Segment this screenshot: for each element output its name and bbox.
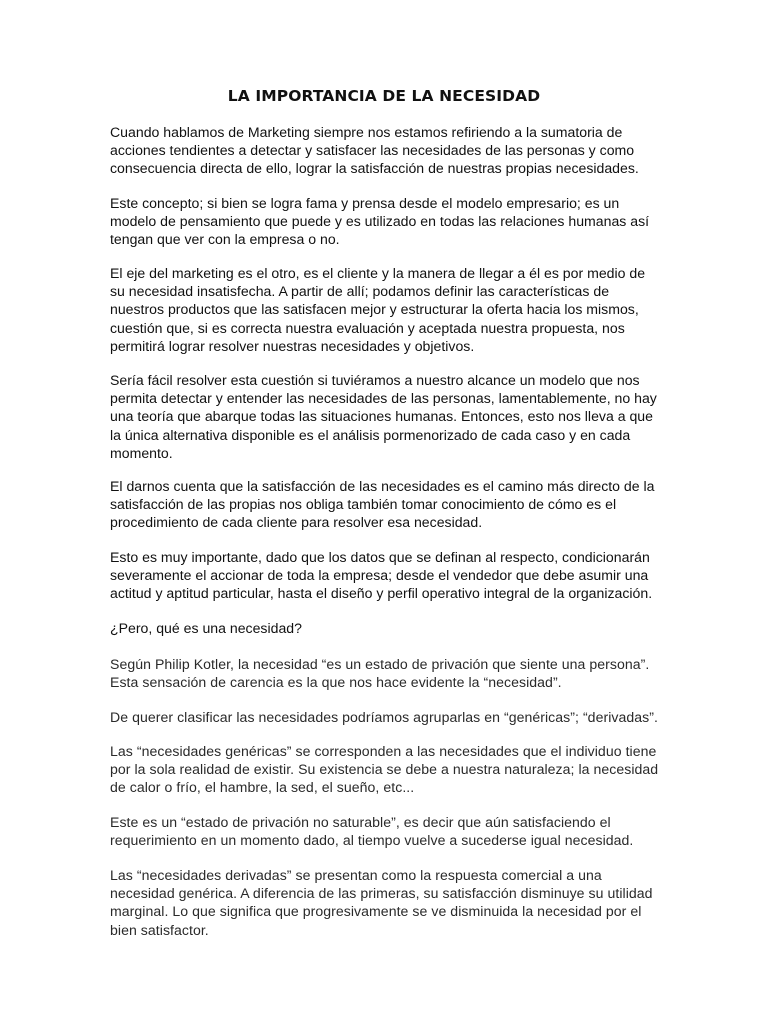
- paragraph: Las “necesidades derivadas” se presentan como la respuesta comercial a una necesidad genérica. A diferencia de las primeras, su satisfacción disminuye su utilidad marginal. Lo que significa que progresivamente se ve disminuida la necesidad por el bien satisfactor.: [110, 867, 653, 938]
- paragraph: De querer clasificar las necesidades podríamos agruparlas en “genéricas”; “derivadas”.: [110, 709, 658, 725]
- paragraph: Según Philip Kotler, la necesidad “es un estado de privación que siente una persona”. Esta sensación de carencia es la que nos hace evidente la “necesidad”.: [110, 656, 650, 691]
- paragraph: El darnos cuenta que la satisfacción de las necesidades es el camino más directo de la satisfacción de las propias nos obliga también tomar conocimiento de cómo es el procedimiento de cada cliente para resolver esa necesidad.: [110, 478, 655, 531]
- paragraph: Sería fácil resolver esta cuestión si tuviéramos a nuestro alcance un modelo que nos permita detectar y entender las necesidades de las personas, lamentablemente, no hay una teoría que abarque todas las situaciones humanas. Entonces, esto nos lleva a que la única alternativa disponible es el análisis pormenorizado de cada caso y en cada momento.: [110, 372, 657, 461]
- paragraph: Este concepto; si bien se logra fama y prensa desde el modelo empresario; es un modelo de pensamiento que puede y es utilizado en todas las relaciones humanas así tengan que ver con la empresa o no.: [110, 195, 650, 248]
- paragraph: Este es un “estado de privación no saturable”, es decir que aún satisfaciendo el requerimiento en un momento dado, al tiempo vuelve a sucederse igual necesidad.: [110, 814, 634, 849]
- document-title: LA IMPORTANCIA DE LA NECESIDAD: [227, 87, 541, 105]
- paragraph: Las “necesidades genéricas” se corresponden a las necesidades que el individuo tiene por la sola realidad de existir. Su existencia se debe a nuestra naturaleza; la necesidad de calor o frío, el hambre, la sed, el sueño, etc...: [110, 743, 659, 796]
- paragraph: El eje del marketing es el otro, es el cliente y la manera de llegar a él es por medio de su necesidad insatisfecha. A partir de allí; podamos definir las características de nuestros productos que las satisfacen mejor y estructurar la oferta hacia los mismos, cuestión que, si es correcta nuestra evaluación y aceptada nuestra propuesta, nos permitirá lograr resolver nuestras necesidades y objetivos.: [110, 265, 646, 354]
- paragraph: Esto es muy importante, dado que los datos que se definan al respecto, condicionarán severamente el accionar de toda la empresa; desde el vendedor que debe asumir una actitud y aptitud particular, hasta el diseño y perfil operativo integral de la organización.: [110, 549, 653, 602]
- paragraph: Cuando hablamos de Marketing siempre nos estamos refiriendo a la sumatoria de acciones tendientes a detectar y satisfacer las necesidades de las personas y como consecuencia directa de ello, lograr la satisfacción de nuestras propias necesidades.: [110, 124, 639, 177]
- paragraph-question: ¿Pero, qué es una necesidad?: [110, 620, 302, 636]
